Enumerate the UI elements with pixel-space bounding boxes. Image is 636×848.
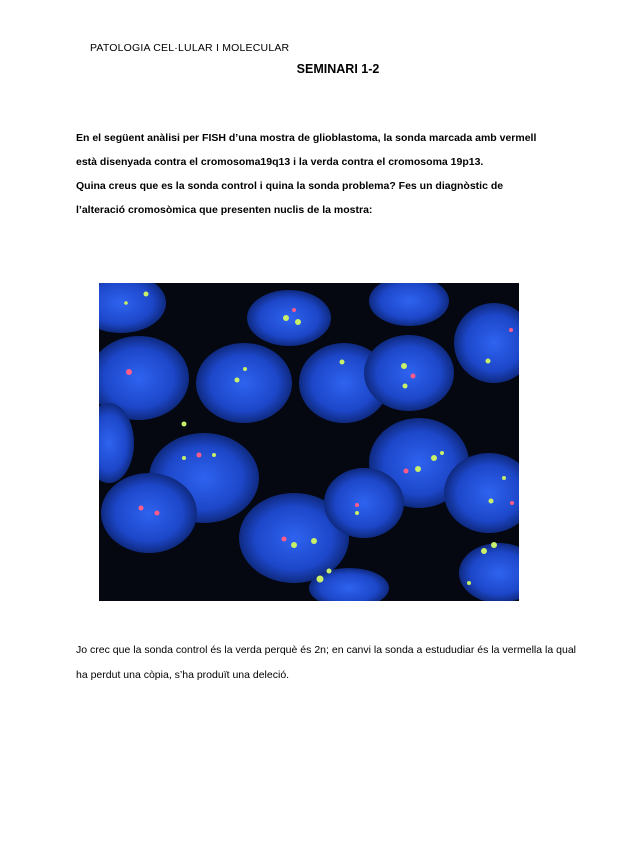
fish-image-svg [99, 283, 519, 601]
page-title: SEMINARI 1-2 [296, 62, 380, 76]
course-header: PATOLOGIA CEL·LULAR I MOLECULAR [90, 42, 290, 54]
question-paragraph-2: Quina creus que es la sonda control i quina la sonda problema? Fes un diagnòstic de l’alteració cromosòmica que presenten nuclis de la mostra: [76, 180, 504, 216]
question-paragraph-1: En el següent anàlisi per FISH d’una mostra de glioblastoma, la sonda marcada amb vermell està disenyada contra el cromosoma19q13 i la verda contra el cromosoma 19p13. [76, 132, 537, 168]
fish-image [99, 283, 519, 601]
answer-paragraph: Jo crec que la sonda control és la verda perquè és 2n; en canvi la sonda a estududiar és la vermella la qual ha perdut una còpia, s’ha produït una deleció. [76, 644, 576, 681]
question-block [76, 126, 538, 222]
